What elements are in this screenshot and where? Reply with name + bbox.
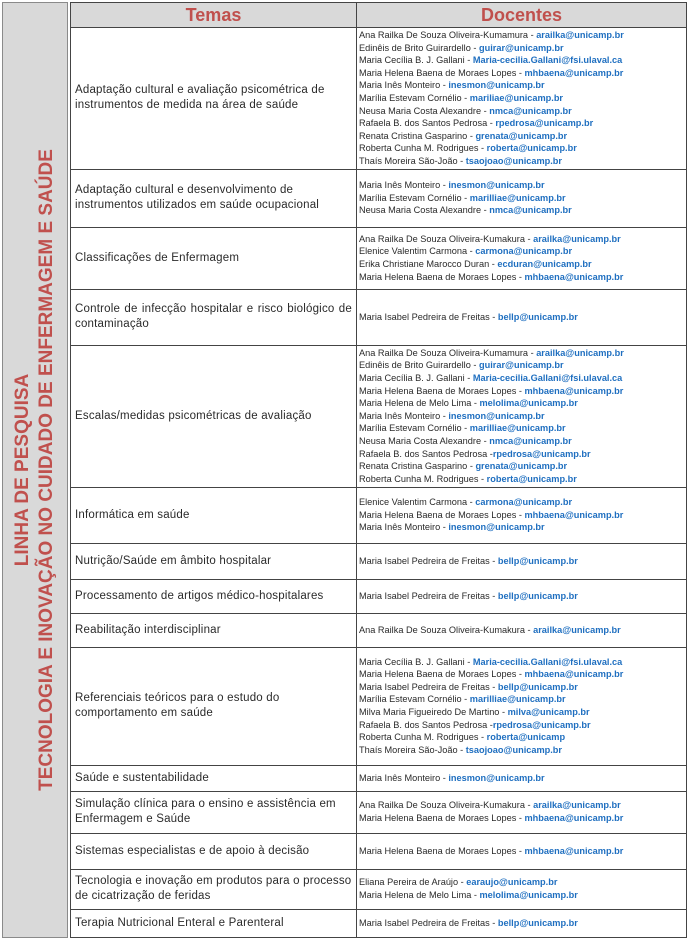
docente-name: Rafaela B. dos Santos Pedrosa - bbox=[359, 719, 493, 730]
docente-name: Maria Inês Monteiro - bbox=[359, 522, 449, 533]
docente-email-link[interactable]: arailka@unicamp.br bbox=[533, 800, 621, 811]
docente-entry bbox=[359, 656, 684, 669]
docente-email-link[interactable]: bellp@unicamp.br bbox=[497, 311, 578, 322]
docente-email-link[interactable]: tsaojoao@unicamp.br bbox=[465, 744, 562, 755]
tema-cell: Reabilitação interdisciplinar bbox=[71, 613, 357, 647]
docente-name: Roberta Cunha M. Rodrigues - bbox=[359, 732, 487, 743]
docente-name: Marília Estevam Cornélio - bbox=[359, 694, 470, 705]
docentes-cell bbox=[357, 765, 687, 791]
table-row bbox=[71, 791, 687, 833]
docente-entry bbox=[359, 29, 684, 42]
docente-name: Maria Inês Monteiro - bbox=[359, 180, 449, 191]
research-line-label: LINHA DE PESQUISA bbox=[12, 373, 33, 567]
docente-entry bbox=[359, 397, 684, 410]
docente-name: Neusa Maria Costa Alexandre - bbox=[359, 105, 490, 116]
docente-entry bbox=[359, 258, 684, 271]
docente-email-link[interactable]: nmca@unicamp.br bbox=[489, 105, 572, 116]
docentes-cell bbox=[357, 613, 687, 647]
tema-cell: Simulação clínica para o ensino e assistência em Enfermagem e Saúde bbox=[71, 791, 357, 833]
docente-email-link[interactable]: mhbaena@unicamp.br bbox=[524, 813, 624, 824]
docente-name: Ana Railka De Souza Oliveira-Kumakura - bbox=[359, 233, 534, 244]
docente-name: Rafaela B. dos Santos Pedrosa - bbox=[359, 448, 493, 459]
docente-email-link[interactable]: tsaojoao@unicamp.br bbox=[465, 155, 562, 166]
docente-email-link[interactable]: arailka@unicamp.br bbox=[533, 624, 621, 635]
tema-cell: Classificações de Enfermagem bbox=[71, 227, 357, 289]
docente-name: Thaís Moreira São-João - bbox=[359, 744, 466, 755]
docente-name: Rafaela B. dos Santos Pedrosa - bbox=[359, 118, 496, 129]
docente-name: Maria Helena Baena de Moraes Lopes - bbox=[359, 385, 525, 396]
table-row bbox=[71, 765, 687, 791]
docente-entry bbox=[359, 521, 684, 534]
docentes-cell bbox=[357, 579, 687, 613]
docente-name: Maria Isabel Pedreira de Freitas - bbox=[359, 555, 498, 566]
docente-entry bbox=[359, 54, 684, 67]
docente-entry bbox=[359, 435, 684, 448]
docente-name: Roberta Cunha M. Rodrigues - bbox=[359, 473, 487, 484]
docente-email-link[interactable]: mhbaena@unicamp.br bbox=[524, 67, 624, 78]
tema-cell: Terapia Nutricional Enteral e Parenteral bbox=[71, 909, 357, 937]
docente-entry bbox=[359, 192, 684, 205]
docente-entry bbox=[359, 359, 684, 372]
docentes-cell bbox=[357, 647, 687, 765]
table-row bbox=[71, 28, 687, 170]
docente-name: Thaís Moreira São-João - bbox=[359, 155, 466, 166]
docente-name: Marília Estevam Cornélio - bbox=[359, 192, 470, 203]
docente-email-link[interactable]: mariliae@unicamp.br bbox=[469, 92, 564, 103]
docente-entry bbox=[359, 204, 684, 217]
docente-name: Renata Cristina Gasparino - bbox=[359, 461, 476, 472]
docente-entry bbox=[359, 917, 684, 930]
table-row bbox=[71, 487, 687, 543]
table-body bbox=[71, 28, 687, 938]
docente-entry bbox=[359, 271, 684, 284]
docente-entry bbox=[359, 889, 684, 902]
docentes-cell bbox=[357, 345, 687, 487]
docente-email-link[interactable]: inesmon@unicamp.br bbox=[448, 80, 545, 91]
table-row bbox=[71, 227, 687, 289]
docente-email-link[interactable]: carmona@unicamp.br bbox=[475, 497, 573, 508]
docente-email-link[interactable]: marilliae@unicamp.br bbox=[469, 694, 566, 705]
docentes-cell bbox=[357, 869, 687, 909]
tema-cell: Processamento de artigos médico-hospitalares bbox=[71, 579, 357, 613]
research-line-name: TECNOLOGIA E INOVAÇÃO NO CUIDADO DE ENFERMAGEM E SAÚDE bbox=[36, 149, 57, 791]
docente-name: Maria Cecília B. J. Gallani - bbox=[359, 372, 473, 383]
docente-email-link[interactable]: roberta@unicamp bbox=[486, 732, 566, 743]
header-docentes: Docentes bbox=[357, 3, 687, 28]
tema-cell: Sistemas especialistas e de apoio à decisão bbox=[71, 833, 357, 869]
docente-entry bbox=[359, 130, 684, 143]
table-row bbox=[71, 345, 687, 487]
docente-entry bbox=[359, 744, 684, 757]
docente-name: Maria Helena Baena de Moraes Lopes - bbox=[359, 845, 525, 856]
docente-email-link[interactable]: Maria-cecilia.Gallani@fsi.ulaval.ca bbox=[472, 55, 623, 66]
docente-entry bbox=[359, 422, 684, 435]
docente-email-link[interactable]: guirar@unicamp.br bbox=[479, 42, 564, 53]
tema-cell: Informática em saúde bbox=[71, 487, 357, 543]
table-row bbox=[71, 579, 687, 613]
docente-entry bbox=[359, 245, 684, 258]
table-row bbox=[71, 869, 687, 909]
docente-name: Marília Estevam Cornélio - bbox=[359, 92, 470, 103]
docente-email-link[interactable]: bellp@unicamp.br bbox=[497, 917, 578, 928]
docentes-cell bbox=[357, 543, 687, 579]
docentes-cell bbox=[357, 227, 687, 289]
docente-entry bbox=[359, 410, 684, 423]
docente-email-link[interactable]: melolima@unicamp.br bbox=[479, 398, 578, 409]
table-row bbox=[71, 833, 687, 869]
docente-email-link[interactable]: roberta@unicamp.br bbox=[486, 473, 577, 484]
docente-email-link[interactable]: arailka@unicamp.br bbox=[536, 30, 624, 40]
tema-cell: Nutrição/Saúde em âmbito hospitalar bbox=[71, 543, 357, 579]
docente-name: Maria Isabel Pedreira de Freitas - bbox=[359, 590, 498, 601]
docente-email-link[interactable]: earaujo@unicamp.br bbox=[466, 877, 558, 888]
header-temas: Temas bbox=[71, 3, 357, 28]
tema-cell: Referenciais teóricos para o estudo do comportamento em saúde bbox=[71, 647, 357, 765]
docente-name: Ana Railka De Souza Oliveira-Kumakura - bbox=[359, 800, 534, 811]
docentes-cell bbox=[357, 487, 687, 543]
docente-entry bbox=[359, 812, 684, 825]
docente-entry bbox=[359, 799, 684, 812]
docente-name: Maria Isabel Pedreira de Freitas - bbox=[359, 681, 498, 692]
docente-entry bbox=[359, 179, 684, 192]
tema-cell: Adaptação cultural e avaliação psicométrica de instrumentos de medida na área de saúde bbox=[71, 28, 357, 170]
docente-email-link[interactable]: inesmon@unicamp.br bbox=[448, 772, 545, 783]
docente-entry bbox=[359, 79, 684, 92]
docente-name: Elenice Valentim Carmona - bbox=[359, 497, 476, 508]
docente-entry bbox=[359, 624, 684, 637]
table-row bbox=[71, 543, 687, 579]
docente-entry bbox=[359, 693, 684, 706]
docente-email-link[interactable]: bellp@unicamp.br bbox=[497, 555, 578, 566]
docente-entry bbox=[359, 876, 684, 889]
docente-email-link[interactable]: nmca@unicamp.br bbox=[489, 435, 572, 446]
docentes-cell bbox=[357, 791, 687, 833]
docente-entry bbox=[359, 142, 684, 155]
tema-cell: Saúde e sustentabilidade bbox=[71, 765, 357, 791]
tema-cell: Controle de infecção hospitalar e risco biológico de contaminação bbox=[71, 289, 357, 345]
docente-email-link[interactable]: mhbaena@unicamp.br bbox=[524, 845, 624, 856]
docente-entry bbox=[359, 347, 684, 360]
docente-name: Maria Isabel Pedreira de Freitas - bbox=[359, 917, 498, 928]
docente-name: Maria Helena Baena de Moraes Lopes - bbox=[359, 813, 525, 824]
docente-entry bbox=[359, 117, 684, 130]
docente-name: Ana Railka De Souza Oliveira-Kumakura - bbox=[359, 624, 534, 635]
docente-entry bbox=[359, 845, 684, 858]
docente-entry bbox=[359, 67, 684, 80]
docente-name: Maria Helena Baena de Moraes Lopes - bbox=[359, 509, 525, 520]
docente-entry bbox=[359, 509, 684, 522]
docente-entry bbox=[359, 668, 684, 681]
docente-name: Maria Inês Monteiro - bbox=[359, 410, 449, 421]
tema-cell: Adaptação cultural e desenvolvimento de instrumentos utilizados em saúde ocupacional bbox=[71, 169, 357, 227]
docente-name: Neusa Maria Costa Alexandre - bbox=[359, 205, 490, 216]
docente-email-link[interactable]: arailka@unicamp.br bbox=[533, 233, 621, 244]
docente-entry bbox=[359, 555, 684, 568]
docente-email-link[interactable]: marilliae@unicamp.br bbox=[469, 423, 566, 434]
docente-email-link[interactable]: marilliae@unicamp.br bbox=[469, 192, 566, 203]
docente-email-link[interactable]: bellp@unicamp.br bbox=[497, 590, 578, 601]
docente-email-link[interactable]: rpedrosa@unicamp.br bbox=[495, 118, 594, 129]
docente-email-link[interactable]: inesmon@unicamp.br bbox=[448, 180, 545, 191]
docente-email-link[interactable]: bellp@unicamp.br bbox=[497, 681, 578, 692]
docente-name: Marília Estevam Cornélio - bbox=[359, 423, 470, 434]
docente-entry bbox=[359, 372, 684, 385]
docente-name: Milva Maria Figueiredo De Martino - bbox=[359, 707, 508, 718]
docente-entry bbox=[359, 155, 684, 168]
research-line-sidebar bbox=[2, 2, 68, 938]
tema-cell: Tecnologia e inovação em produtos para o processo de cicatrização de feridas bbox=[71, 869, 357, 909]
table-row bbox=[71, 169, 687, 227]
docente-name: Elenice Valentim Carmona - bbox=[359, 246, 476, 257]
table-row bbox=[71, 289, 687, 345]
docentes-cell bbox=[357, 833, 687, 869]
docente-email-link[interactable]: nmca@unicamp.br bbox=[489, 205, 572, 216]
docentes-cell bbox=[357, 28, 687, 170]
docente-email-link[interactable]: Maria-cecilia.Gallani@fsi.ulaval.ca bbox=[472, 656, 623, 667]
docente-name: Edinêis de Brito Guirardello - bbox=[359, 42, 480, 53]
docente-entry bbox=[359, 590, 684, 603]
docente-email-link[interactable]: inesmon@unicamp.br bbox=[448, 522, 545, 533]
docente-entry bbox=[359, 731, 684, 744]
docente-email-link[interactable]: roberta@unicamp.br bbox=[486, 143, 577, 154]
docente-entry bbox=[359, 706, 684, 719]
docente-name: Renata Cristina Gasparino - bbox=[359, 130, 476, 141]
docente-name: Maria Inês Monteiro - bbox=[359, 80, 449, 91]
docente-name: Ana Railka De Souza Oliveira-Kumamura - bbox=[359, 347, 537, 358]
docente-email-link[interactable]: mhbaena@unicamp.br bbox=[524, 385, 624, 396]
docente-name: Maria Cecília B. J. Gallani - bbox=[359, 55, 473, 66]
docente-email-link[interactable]: rpedrosa@unicamp.br bbox=[492, 719, 591, 730]
docente-email-link[interactable]: carmona@unicamp.br bbox=[475, 246, 573, 257]
research-line-title bbox=[11, 149, 59, 791]
docente-entry bbox=[359, 448, 684, 461]
docente-entry bbox=[359, 311, 684, 324]
docente-email-link[interactable]: grenata@unicamp.br bbox=[475, 461, 568, 472]
header-row bbox=[71, 3, 687, 28]
docente-entry bbox=[359, 233, 684, 246]
docente-name: Maria Cecília B. J. Gallani - bbox=[359, 656, 473, 667]
themes-table bbox=[70, 2, 687, 938]
docente-entry bbox=[359, 92, 684, 105]
docente-name: Maria Helena de Melo Lima - bbox=[359, 398, 480, 409]
docente-entry bbox=[359, 42, 684, 55]
docente-entry bbox=[359, 496, 684, 509]
docente-name: Eliana Pereira de Araújo - bbox=[359, 877, 467, 888]
docente-name: Maria Isabel Pedreira de Freitas - bbox=[359, 311, 498, 322]
docente-email-link[interactable]: melolima@unicamp.br bbox=[479, 890, 578, 901]
table-row bbox=[71, 647, 687, 765]
docente-email-link[interactable]: milva@unicamp.br bbox=[507, 707, 590, 718]
docente-entry bbox=[359, 772, 684, 785]
tema-cell: Escalas/medidas psicométricas de avaliação bbox=[71, 345, 357, 487]
docente-name: Erika Christiane Marocco Duran - bbox=[359, 259, 498, 270]
docente-name: Ana Railka De Souza Oliveira-Kumamura - bbox=[359, 30, 537, 40]
docente-entry bbox=[359, 719, 684, 732]
docente-name: Edinêis de Brito Guirardello - bbox=[359, 360, 480, 371]
docente-entry bbox=[359, 105, 684, 118]
docente-email-link[interactable]: arailka@unicamp.br bbox=[536, 347, 624, 358]
docente-email-link[interactable]: grenata@unicamp.br bbox=[475, 130, 568, 141]
docente-email-link[interactable]: rpedrosa@unicamp.br bbox=[492, 448, 591, 459]
docente-name: Maria Helena Baena de Moraes Lopes - bbox=[359, 271, 525, 282]
docente-email-link[interactable]: mhbaena@unicamp.br bbox=[524, 669, 624, 680]
docente-name: Maria Inês Monteiro - bbox=[359, 772, 449, 783]
docente-entry bbox=[359, 460, 684, 473]
docente-entry bbox=[359, 473, 684, 486]
docente-email-link[interactable]: mhbaena@unicamp.br bbox=[524, 509, 624, 520]
docente-name: Neusa Maria Costa Alexandre - bbox=[359, 435, 490, 446]
docente-name: Maria Helena Baena de Moraes Lopes - bbox=[359, 67, 525, 78]
docente-name: Maria Helena de Melo Lima - bbox=[359, 890, 480, 901]
table-row bbox=[71, 613, 687, 647]
docente-email-link[interactable]: guirar@unicamp.br bbox=[479, 360, 564, 371]
docentes-cell bbox=[357, 289, 687, 345]
docente-email-link[interactable]: inesmon@unicamp.br bbox=[448, 410, 545, 421]
docente-email-link[interactable]: Maria-cecilia.Gallani@fsi.ulaval.ca bbox=[472, 372, 623, 383]
docente-name: Roberta Cunha M. Rodrigues - bbox=[359, 143, 487, 154]
docente-entry bbox=[359, 385, 684, 398]
docente-email-link[interactable]: ecduran@unicamp.br bbox=[497, 259, 592, 270]
docente-entry bbox=[359, 681, 684, 694]
docentes-cell bbox=[357, 169, 687, 227]
docente-name: Maria Helena Baena de Moraes Lopes - bbox=[359, 669, 525, 680]
docente-email-link[interactable]: mhbaena@unicamp.br bbox=[524, 271, 624, 282]
